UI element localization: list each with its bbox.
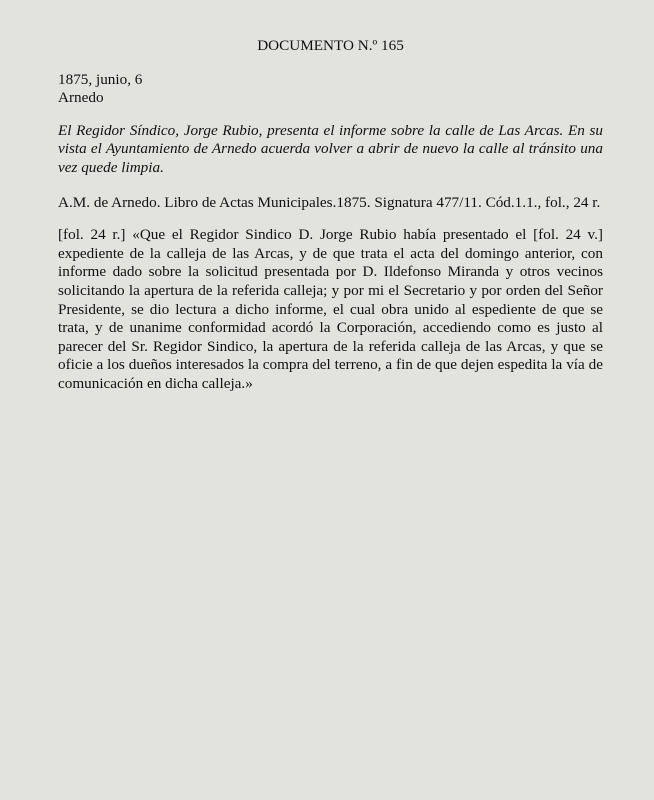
date-place-block — [58, 71, 603, 108]
document-title: DOCUMENTO N.º 165 — [257, 37, 404, 54]
archive-source: A.M. de Arnedo. Libro de Actas Municipales.1875. Signatura 477/11. Cód.1.1., fol., 24 r. — [58, 193, 601, 211]
transcription-body: [fol. 24 r.] «Que el Regidor Sindico D. Jorge Rubio había presentado el [fol. 24 v.] expediente de la calleja de las Arcas, y de que trata el acta del domingo anterior, con informe dado sobre la solicitud presentada por D. Ildefonso Miranda y otros vecinos solicitando la apertura de la referida calleja; y por mi el Secretario y por orden del Señor Presidente, se dio lectura a dicho informe, el cual obra unido al espediente de que se trata, y de unanime conformidad acordó la Corporación, accediendo como es justo al parecer del Sr. Regidor Sindico, la apertura de la referida calleja de las Arcas, y que se oficie a los dueños interesados la compra del terreno, a fin de que dejen espedita la vía de comunicación en dicha calleja.» — [58, 226, 603, 392]
document-place: Arnedo — [58, 89, 104, 107]
document-date: 1875, junio, 6 — [58, 70, 143, 88]
document-page — [58, 37, 603, 394]
document-summary: El Regidor Síndico, Jorge Rubio, presenta el informe sobre la calle de Las Arcas. En su vista el Ayuntamiento de Arnedo acuerda volver a abrir de nuevo la calle al tránsito una vez quede limpia. — [58, 121, 603, 176]
